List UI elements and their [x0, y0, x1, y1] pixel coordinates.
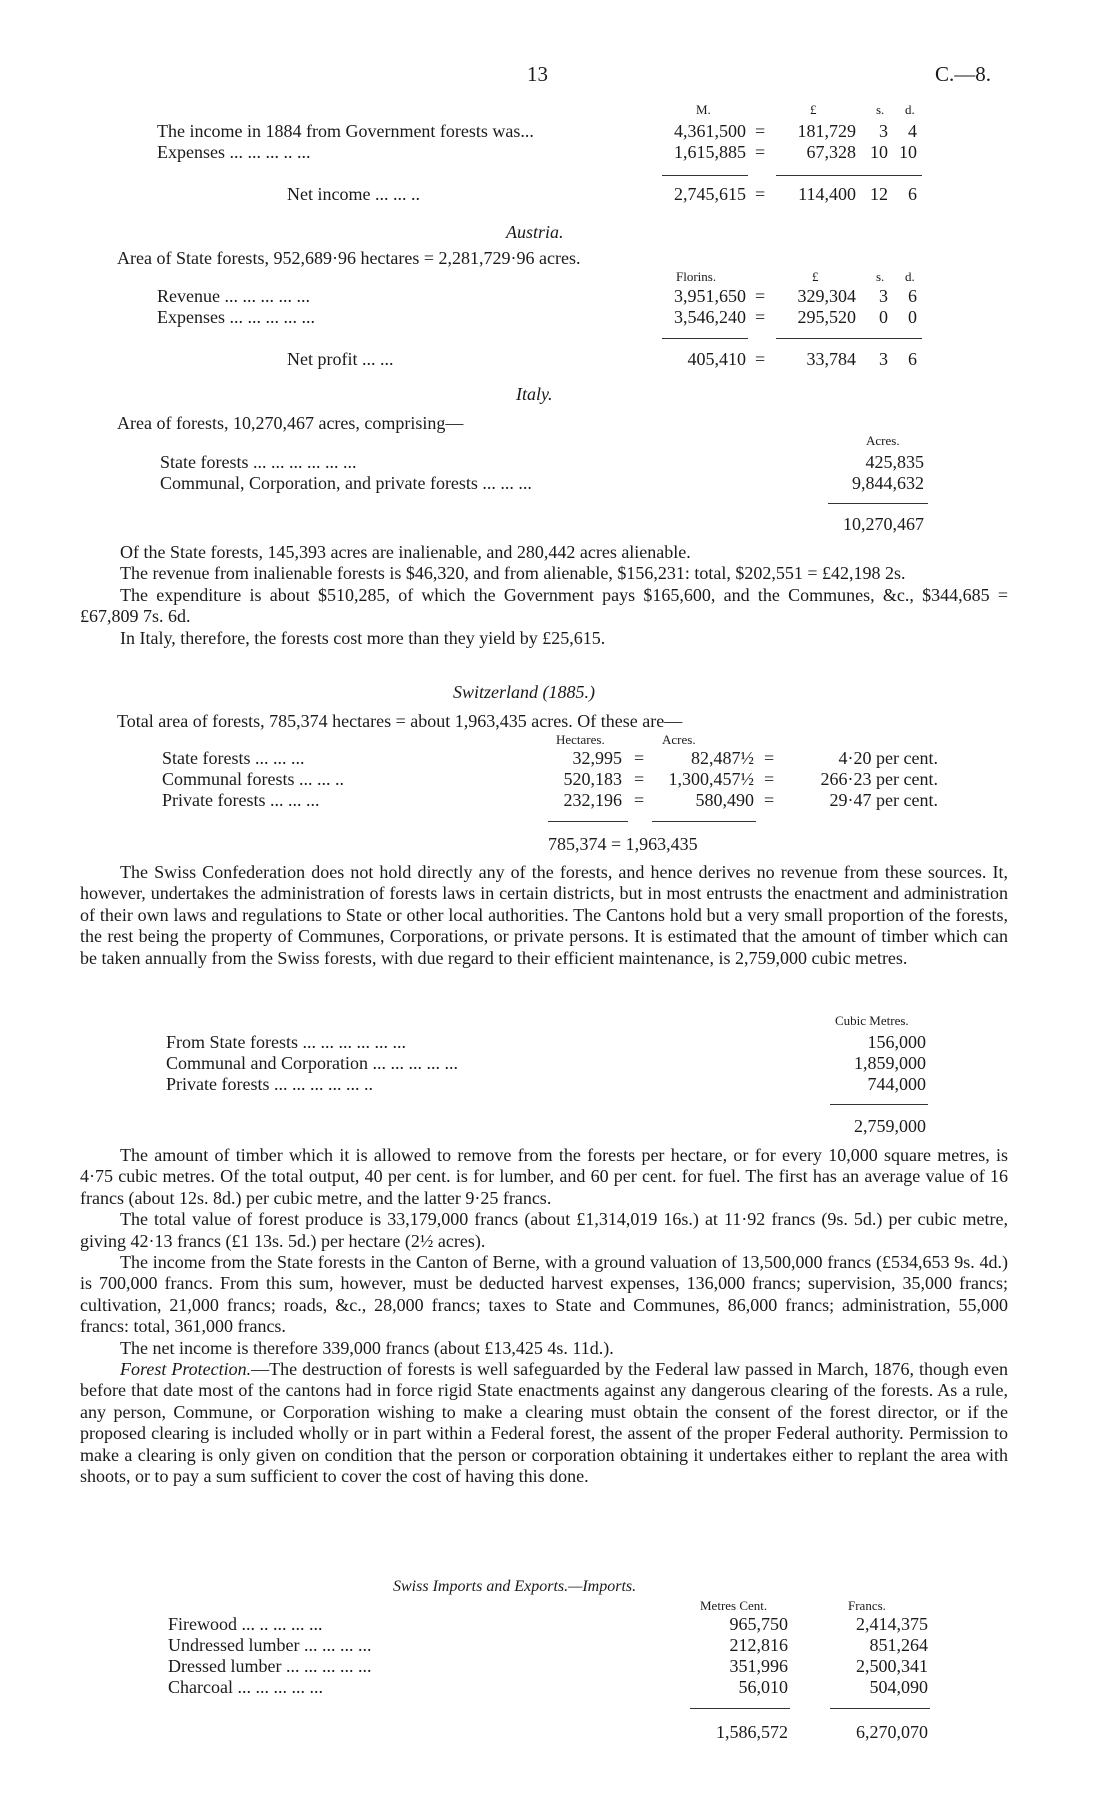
equals-sign: =: [755, 184, 766, 204]
switzerland-paragraph: [80, 862, 1008, 969]
paragraph: The income from the State forests in the Canton of Berne, with a ground valuation of 13,500,000 francs (£534,653 9s. 4d.) is 700,000 francs. From this sum, however, must be deducted harvest expenses, 136,000 francs; supervision, 35,000 francs; cultivation, 21,000 francs; roads, &c., 28,000 francs; taxes to State and Communes, 86,000 francs; administration, 55,000 francs: total, 361,000 francs.: [80, 1252, 1008, 1337]
florins-value: 3,546,240: [674, 307, 746, 327]
shillings-value: 10: [870, 142, 888, 162]
sum-rule: [662, 175, 748, 176]
sum-rule: [548, 821, 628, 822]
percent-value: 29·47 per cent.: [829, 790, 938, 810]
pence-value: 10: [899, 142, 917, 162]
metres-cent-total: 1,586,572: [716, 1722, 788, 1742]
paragraph: In Italy, therefore, the forests cost more than they yield by £25,615.: [120, 627, 606, 648]
col-head-shillings: s.: [876, 102, 885, 117]
row-label: Expenses ... ... ... .. ...: [157, 142, 311, 162]
hectares-value: 32,995: [572, 748, 622, 768]
col-head-pence: d.: [905, 269, 915, 284]
table-row: [0, 1656, 1114, 1677]
table-row: Communal forests ... ... .. 520,183 = 1,300,457½ = 266·23 per cent.: [162, 769, 938, 789]
cubic-metres-value: 744,000: [867, 1074, 926, 1094]
pence-value: 0: [908, 307, 917, 327]
pence-value: 6: [908, 184, 917, 204]
row-label: Private forests ... ... ... ... ... ..: [166, 1074, 373, 1094]
col-head-francs: Francs.: [848, 1598, 886, 1613]
col-head-acres: Acres.: [866, 433, 900, 448]
pounds-value: 329,304: [797, 286, 856, 306]
metres-cent-value: 212,816: [729, 1635, 788, 1655]
italy-paragraphs: [80, 542, 1008, 649]
pounds-value: 67,328: [806, 142, 856, 162]
equals-sign: =: [755, 142, 766, 162]
sum-rule: [828, 503, 928, 504]
francs-value: 504,090: [869, 1677, 928, 1697]
table-row: [0, 286, 1114, 307]
row-label: Private forests ... ... ...: [162, 790, 320, 810]
col-head-acres: Acres.: [662, 732, 696, 747]
section-heading: Austria.: [506, 222, 564, 242]
forest-protection-paragraph: [80, 1359, 1008, 1487]
marks-value: 2,745,615: [674, 184, 746, 204]
row-label: Communal, Corporation, and private forests ... ... ...: [160, 473, 532, 493]
equals-sign: =: [755, 307, 766, 327]
row-label: Net income ... ... ..: [287, 184, 420, 204]
document-reference: C.—8.: [935, 62, 992, 86]
florins-value: 3,951,650: [674, 286, 746, 306]
table-row: [0, 1722, 1114, 1743]
sum-rule: [776, 175, 922, 176]
shillings-value: 3: [879, 349, 888, 369]
pence-value: 4: [908, 121, 917, 141]
sum-rule: [662, 338, 748, 339]
acres-value: 425,835: [865, 452, 924, 472]
shillings-value: 3: [879, 286, 888, 306]
area-statement: Total area of forests, 785,374 hectares = about 1,963,435 acres. Of these are—: [117, 711, 683, 731]
hectares-value: 232,196: [563, 790, 622, 810]
col-head-pounds: £: [810, 102, 817, 117]
row-label: Revenue ... ... ... ... ...: [157, 286, 310, 306]
sum-rule: [830, 1104, 928, 1105]
area-statement: Area of forests, 10,270,467 acres, comprising—: [117, 413, 464, 433]
sum-rule: [830, 1708, 930, 1709]
sum-rule: [690, 1708, 790, 1709]
row-label: Firewood ... .. ... ... ...: [168, 1614, 323, 1634]
table-row: [0, 184, 1114, 205]
pence-value: 6: [908, 349, 917, 369]
forest-protection-lead: Forest Protection.: [120, 1359, 252, 1380]
sum-rule: [776, 338, 922, 339]
percent-value: 266·23 per cent.: [820, 769, 938, 789]
forest-protection-text: —The destruction of forests is well safeguarded by the Federal law passed in March, 1876, though even before that date most of the cantons had in force rigid State enactments against any dangerous clearing of the forests. As a rule, any person, Commune, or Corporation wishing to make a clearing must obtain the consent of the forest director, or if the proposed clearing is included wholly or in part within a Federal forest, the assent of the proper Federal authority. Permission to make a clearing is only given on condition that the person or corporation obtaining it undertakes either to replant the area with shoots, or to pay a sum sufficient to cover the cost of having this done.: [80, 1359, 1009, 1487]
equals-sign: =: [755, 349, 766, 369]
col-head-metres-cent: Metres Cent.: [700, 1598, 768, 1613]
pounds-value: 295,520: [797, 307, 856, 327]
row-label: State forests ... ... ... ... ... ...: [160, 452, 357, 472]
acres-total: 10,270,467: [843, 514, 924, 534]
hectares-value: 520,183: [563, 769, 622, 789]
marks-value: 4,361,500: [674, 121, 746, 141]
pounds-value: 181,729: [797, 121, 856, 141]
shillings-value: 12: [870, 184, 888, 204]
metres-cent-value: 965,750: [729, 1614, 788, 1634]
table-row: [0, 121, 1114, 142]
table-row: [0, 307, 1114, 328]
page-number: 13: [527, 62, 548, 86]
table-row: State forests ... ... ... 32,995 = 82,487½ = 4·20 per cent.: [162, 748, 938, 768]
table-row: [0, 142, 1114, 163]
percent-value: 4·20 per cent.: [838, 748, 938, 768]
col-head-florins: Florins.: [676, 269, 717, 284]
table-row: [0, 514, 1114, 535]
table-row: [0, 1074, 1114, 1095]
sum-rule: [652, 821, 756, 822]
table-row: [0, 1053, 1114, 1074]
table-row: [0, 452, 1114, 473]
col-head-hectares: Hectares.: [556, 732, 605, 747]
row-label: Expenses ... ... ... ... ...: [157, 307, 315, 327]
paragraph: The Swiss Confederation does not hold directly any of the forests, and hence derives no revenue from these sources. It, however, undertakes the administration of forests laws in certain districts, but in most entrusts the enactment and administration of their own laws and regulations to State or other local authorities. The Cantons hold but a very small proportion of the forests, the rest being the property of Communes, Corporations, or private persons. It is estimated that the amount of timber which can be taken annually from the Swiss forests, with due regard to their efficient maintenance, is 2,759,000 cubic metres.: [80, 862, 1008, 968]
table-row: [0, 1032, 1114, 1053]
table-row: Private forests ... ... ... 232,196 = 580,490 = 29·47 per cent.: [162, 790, 938, 810]
paragraph: The expenditure is about $510,285, of which the Government pays $165,600, and the Communes, &c., $344,685 = £67,809 7s. 6d.: [80, 584, 1008, 627]
cubic-metres-value: 1,859,000: [854, 1053, 926, 1073]
table-row: [0, 1635, 1114, 1656]
francs-value: 2,500,341: [856, 1656, 928, 1676]
row-label: Dressed lumber ... ... ... ... ...: [168, 1656, 372, 1676]
metres-cent-value: 56,010: [738, 1677, 788, 1697]
acres-value: 82,487½: [691, 748, 754, 768]
acres-value: 9,844,632: [852, 473, 924, 493]
marks-value: 1,615,885: [674, 142, 746, 162]
switzerland-paragraphs-2: [80, 1145, 1008, 1488]
shillings-value: 3: [879, 121, 888, 141]
row-label: Net profit ... ...: [287, 349, 394, 369]
pounds-value: 114,400: [798, 184, 856, 204]
table-row: [0, 1614, 1114, 1635]
section-heading: Italy.: [516, 384, 553, 404]
table-row: [0, 473, 1114, 494]
acres-value: 580,490: [695, 790, 754, 810]
table-row: [0, 349, 1114, 370]
col-head-pence: d.: [905, 102, 915, 117]
row-label: The income in 1884 from Government forests was...: [157, 121, 534, 141]
table-row: [0, 1116, 1114, 1137]
table-row: [0, 1677, 1114, 1698]
total-value: 785,374 = 1,963,435: [548, 834, 698, 854]
col-head-shillings: s.: [876, 269, 885, 284]
shillings-value: 0: [879, 307, 888, 327]
row-label: Communal and Corporation ... ... ... ... ...: [166, 1053, 458, 1073]
row-label: From State forests ... ... ... ... ... ...: [166, 1032, 406, 1052]
row-label: Communal forests ... ... ..: [162, 769, 344, 789]
equals-sign: =: [755, 286, 766, 306]
row-label: State forests ... ... ...: [162, 748, 305, 768]
imports-heading: Swiss Imports and Exports.—Imports.: [393, 1578, 637, 1595]
paragraph: The total value of forest produce is 33,179,000 francs (about £1,314,019 16s.) at 11·92 francs (9s. 5d.) per cubic metre, giving 42·13 francs (£1 13s. 5d.) per hectare (2½ acres).: [80, 1209, 1008, 1251]
section-heading: Switzerland (1885.): [453, 682, 595, 702]
col-head-cubic-metres: Cubic Metres.: [835, 1013, 909, 1028]
florins-value: 405,410: [687, 349, 746, 369]
equals-sign: =: [755, 121, 766, 141]
paragraph: The amount of timber which it is allowed to remove from the forests per hectare, or for every 10,000 square metres, is 4·75 cubic metres. Of the total output, 40 per cent. is for lumber, and 60 per cent. for fuel. The first has an average value of 16 francs (about 12s. 8d.) per cubic metre, and the latter 9·25 francs.: [80, 1145, 1008, 1208]
cubic-metres-value: 156,000: [867, 1032, 926, 1052]
row-label: Undressed lumber ... ... ... ...: [168, 1635, 372, 1655]
paragraph: The revenue from inalienable forests is $46,320, and from alienable, $156,231: total, $202,551 = £42,198 2s.: [120, 563, 906, 584]
table-row: [0, 834, 1114, 855]
acres-value: 1,300,457½: [668, 769, 754, 789]
pounds-value: 33,784: [806, 349, 856, 369]
francs-value: 2,414,375: [856, 1614, 928, 1634]
metres-cent-value: 351,996: [729, 1656, 788, 1676]
francs-value: 851,264: [869, 1635, 928, 1655]
pence-value: 6: [908, 286, 917, 306]
col-head-marks: M.: [696, 102, 711, 117]
cubic-metres-total: 2,759,000: [854, 1116, 926, 1136]
francs-total: 6,270,070: [856, 1722, 928, 1742]
row-label: Charcoal ... ... ... ... ...: [168, 1677, 323, 1697]
paragraph: The net income is therefore 339,000 francs (about £13,425 4s. 11d.).: [120, 1337, 614, 1358]
col-head-pounds: £: [812, 269, 819, 284]
paragraph: Of the State forests, 145,393 acres are inalienable, and 280,442 acres alienable.: [120, 542, 691, 562]
area-statement: Area of State forests, 952,689·96 hectares = 2,281,729·96 acres.: [117, 248, 581, 268]
